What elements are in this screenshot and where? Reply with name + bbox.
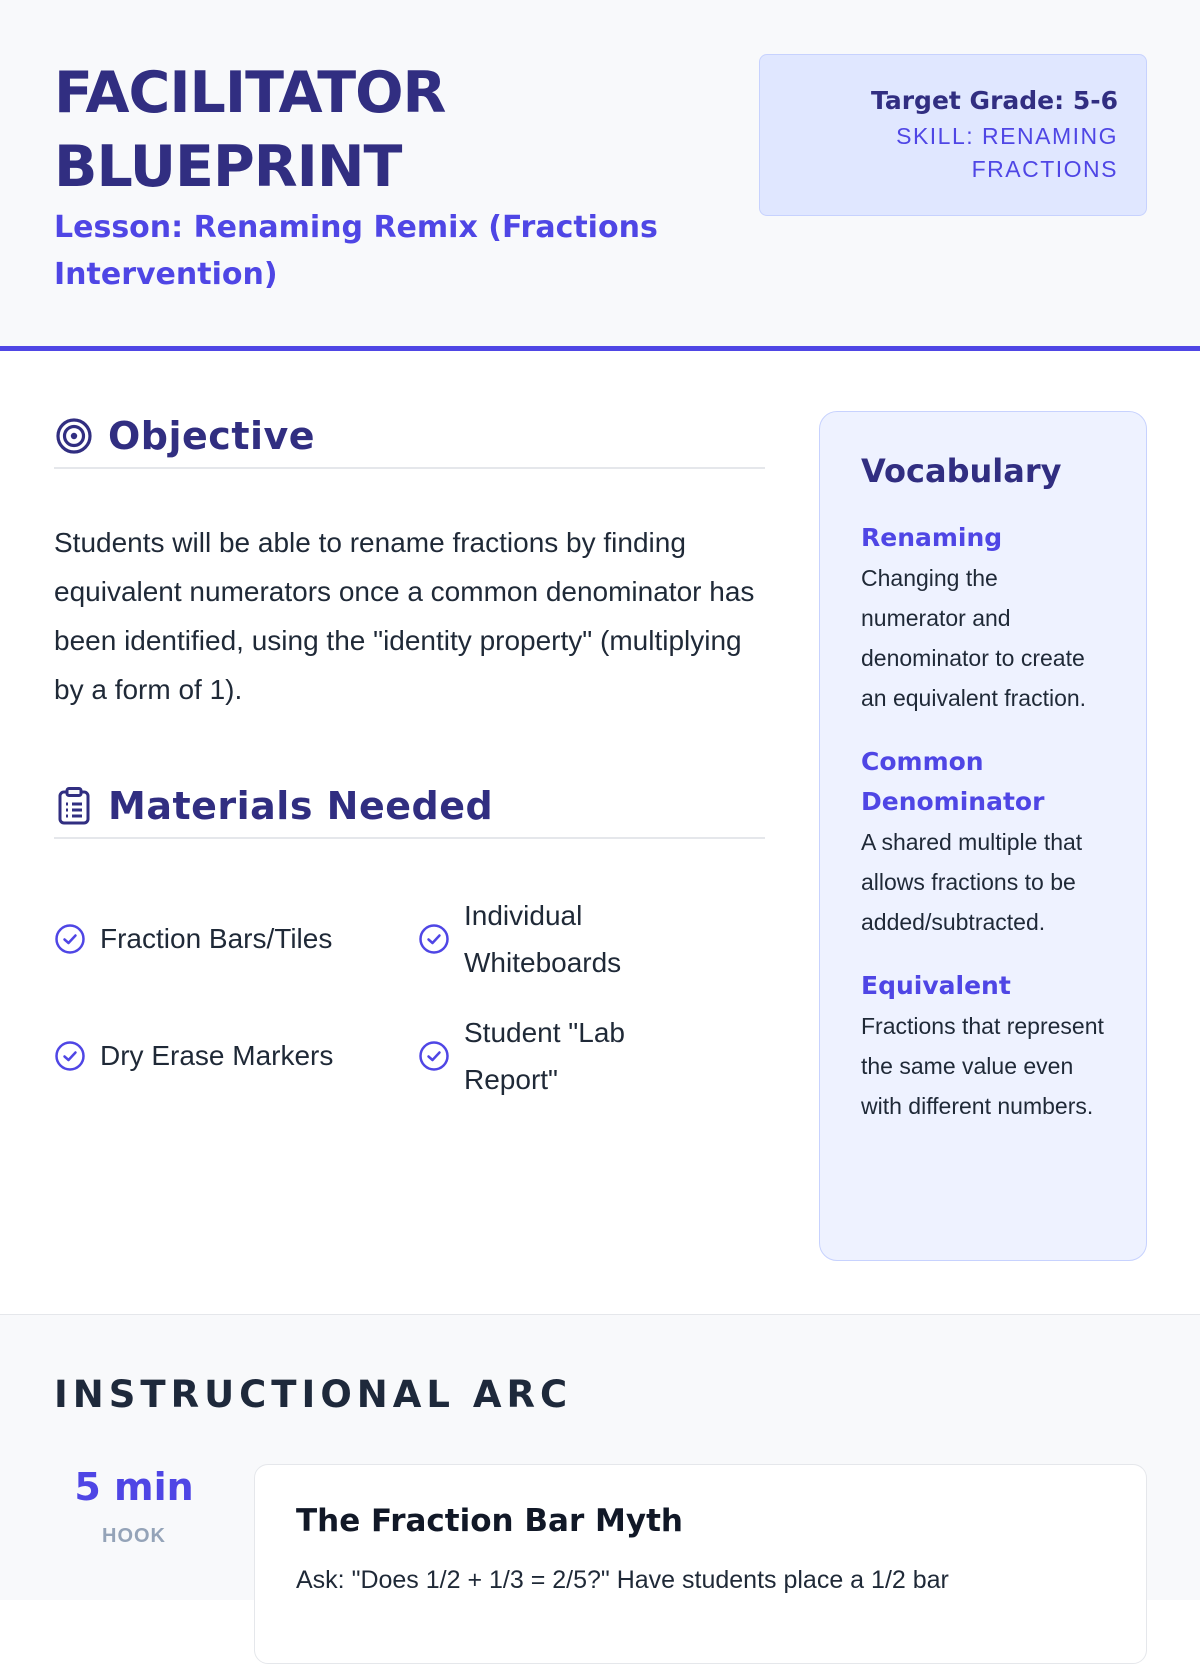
material-label: Individual Whiteboards xyxy=(464,899,622,978)
step-phase: HOOK xyxy=(102,1525,166,1547)
material-label: Fraction Bars/Tiles xyxy=(100,923,333,954)
materials-title: Materials Needed xyxy=(108,784,494,828)
step-description: Ask: "Does 1/2 + 1/3 = 2/5?" Have students place a 1/2 bar xyxy=(296,1566,949,1594)
lesson-subtitle: Lesson: Renaming Remix (Fractions Intervention) xyxy=(54,210,658,292)
material-item xyxy=(418,1003,765,1108)
check-circle-icon xyxy=(54,1040,86,1072)
instructional-arc xyxy=(0,1314,1200,1600)
arc-title: INSTRUCTIONAL ARC xyxy=(54,1373,573,1416)
check-circle-icon xyxy=(418,923,450,955)
target-icon xyxy=(54,416,94,456)
step-title: The Fraction Bar Myth xyxy=(296,1503,683,1539)
vocab-definition: A shared multiple that allows fractions to be added/subtracted. xyxy=(861,829,1083,935)
grade-badge xyxy=(759,54,1147,216)
clipboard-icon xyxy=(54,786,94,826)
vocab-term: Common Denominator xyxy=(861,747,1045,816)
page-title: FACILITATOR BLUEPRINT xyxy=(54,60,446,200)
material-item xyxy=(418,886,765,991)
materials-list xyxy=(54,886,765,1108)
vocabulary-panel xyxy=(819,411,1147,1261)
step-card xyxy=(254,1464,1147,1664)
material-item xyxy=(54,886,418,991)
objective-title: Objective xyxy=(108,414,316,458)
material-item xyxy=(54,1003,418,1108)
material-label: Dry Erase Markers xyxy=(100,1040,334,1071)
material-label: Student "Lab Report" xyxy=(464,1016,625,1095)
header xyxy=(0,0,1200,351)
vocab-term: Renaming xyxy=(861,523,1003,552)
skill-label: SKILL: RENAMING FRACTIONS xyxy=(896,123,1118,182)
check-circle-icon xyxy=(418,1040,450,1072)
objective-heading xyxy=(54,405,765,469)
vocabulary-title: Vocabulary xyxy=(861,452,1062,490)
objective-text: Students will be able to rename fractions by finding equivalent numerators once a common denominator has been identified, using the "identity property" (multiplying by a form of 1). xyxy=(54,527,755,705)
target-grade: Target Grade: 5-6 xyxy=(871,86,1118,115)
vocab-term: Equivalent xyxy=(861,971,1011,1000)
check-circle-icon xyxy=(54,923,86,955)
step-duration: 5 min xyxy=(74,1465,194,1509)
vocab-definition: Fractions that represent the same value even with different numbers. xyxy=(861,1013,1104,1119)
materials-heading xyxy=(54,775,765,839)
vocab-definition: Changing the numerator and denominator to create an equivalent fraction. xyxy=(861,565,1087,711)
